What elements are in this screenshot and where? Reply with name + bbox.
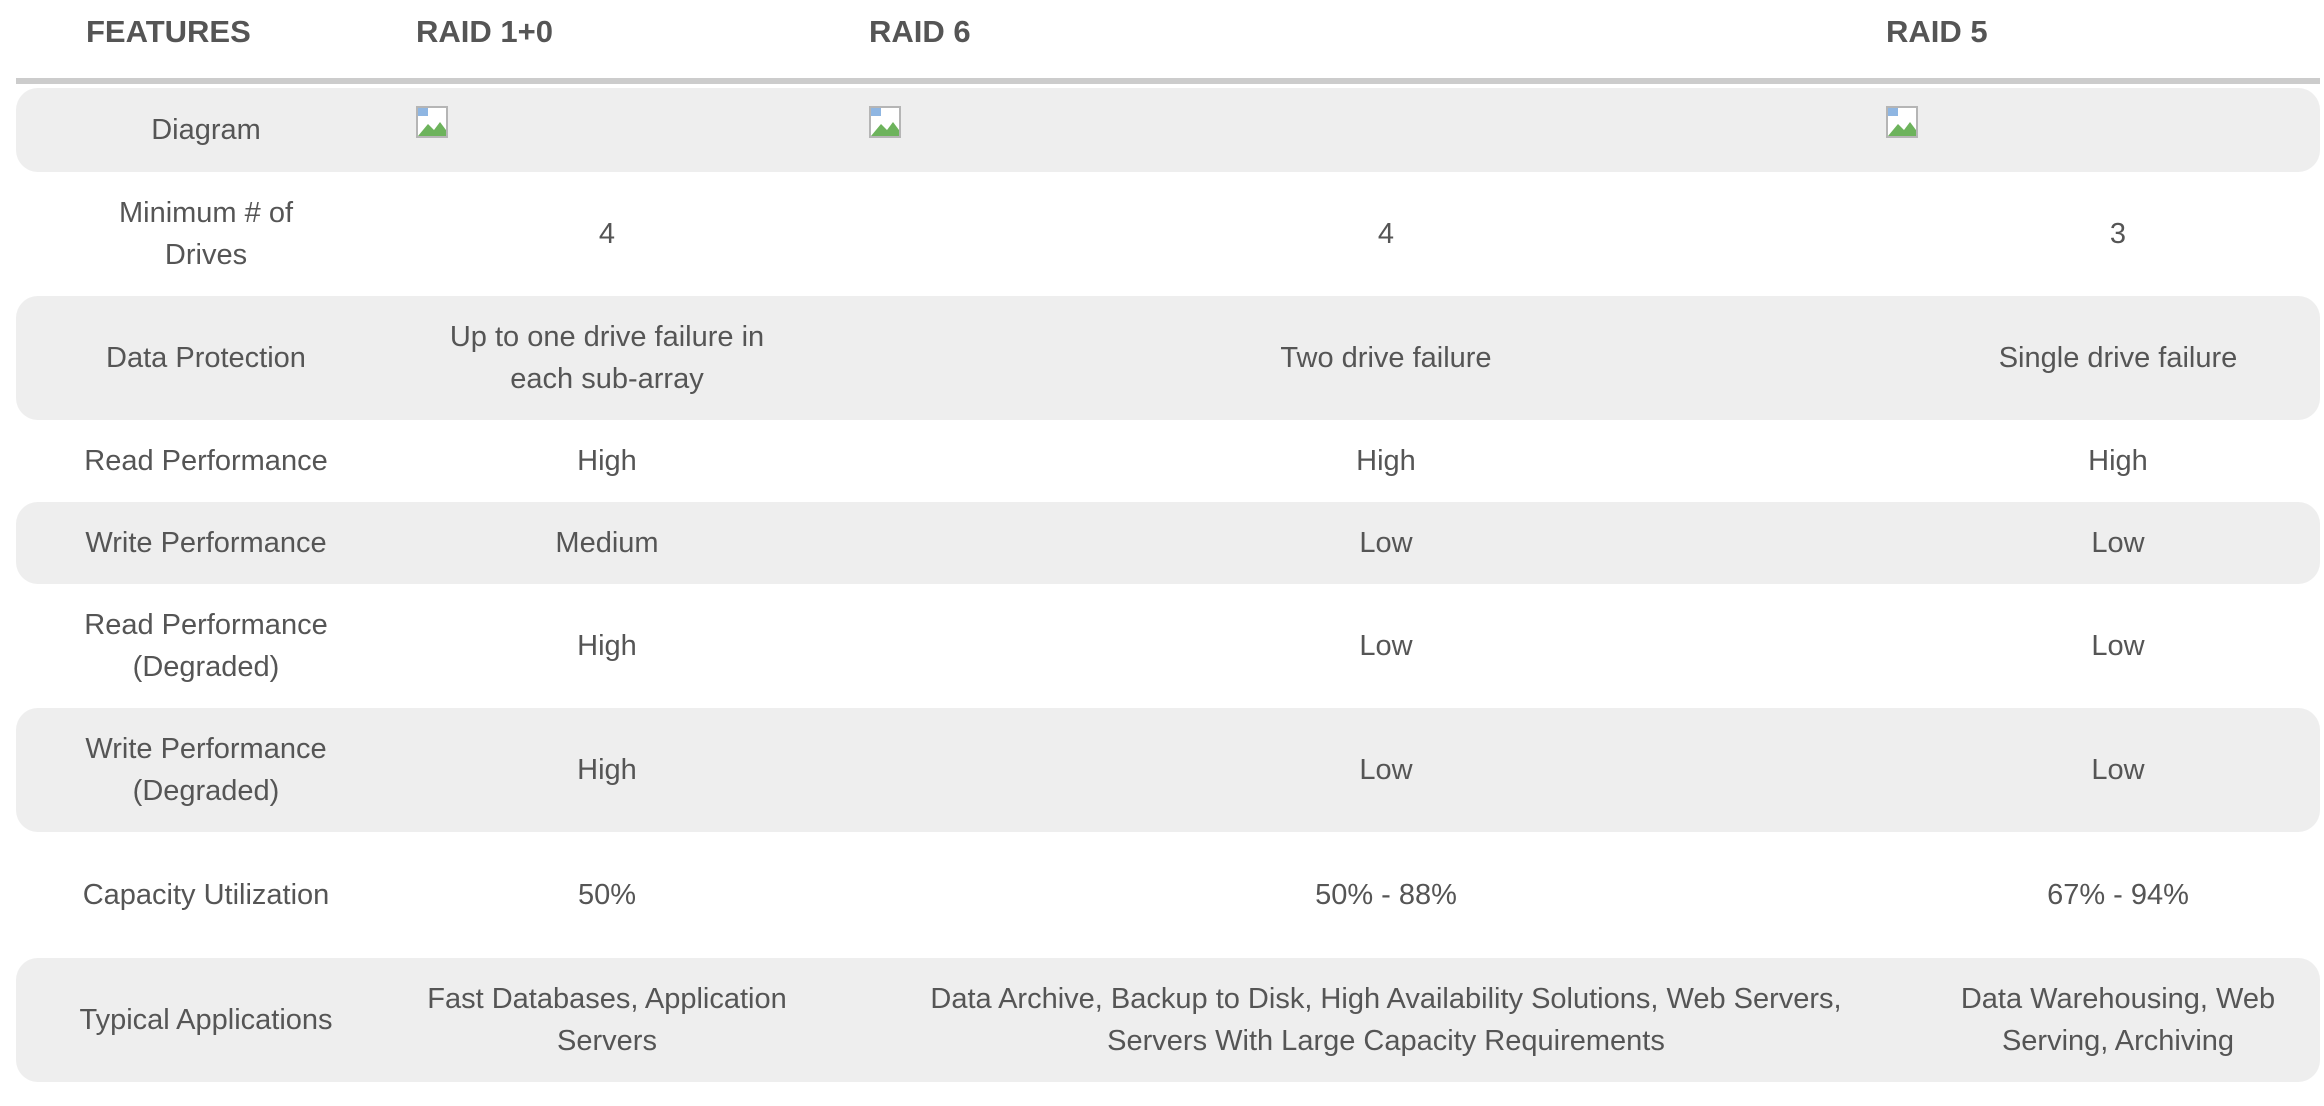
header-features: FEATURES	[86, 14, 251, 49]
raid5-value: High	[2088, 445, 2148, 477]
feature-label: Capacity Utilization	[82, 879, 330, 911]
raid10-value: Fast Databases, Application Servers	[427, 983, 787, 1057]
raid6-value: Low	[1359, 527, 1413, 559]
broken-image-icon	[416, 106, 448, 138]
raid6-value: Low	[1359, 754, 1413, 786]
raid6-value: Data Archive, Backup to Disk, High Availability Solutions, Web Servers, Servers With Large Capacity Requirements	[930, 983, 1842, 1057]
raid6-value: 4	[1377, 218, 1395, 250]
table-row	[16, 958, 2320, 1082]
raid-comparison-table	[16, 0, 2320, 1082]
table-row	[16, 832, 2320, 958]
table-row	[16, 584, 2320, 708]
table-header	[16, 0, 2320, 84]
raid10-value: 50%	[577, 879, 637, 911]
feature-label: Minimum # of Drives	[118, 197, 294, 271]
raid5-value: Data Warehousing, Web Serving, Archiving	[1960, 983, 2276, 1057]
feature-label: Read Performance (Degraded)	[84, 609, 328, 683]
raid10-value: 4	[598, 218, 616, 250]
raid5-value: Single drive failure	[1998, 342, 2238, 374]
broken-image-icon	[1886, 106, 1918, 138]
table-row	[16, 708, 2320, 832]
feature-label: Diagram	[151, 114, 261, 146]
raid5-value: Low	[2091, 630, 2145, 662]
raid5-value: 3	[2109, 218, 2127, 250]
raid6-value: 50% - 88%	[1315, 879, 1457, 911]
feature-label: Data Protection	[106, 342, 306, 374]
feature-label: Write Performance (Degraded)	[85, 733, 327, 807]
feature-label: Read Performance	[84, 445, 328, 477]
table-row-diagram	[16, 88, 2320, 172]
table-row	[16, 502, 2320, 584]
header-raid10: RAID 1+0	[416, 14, 553, 49]
raid6-value: Two drive failure	[1280, 342, 1492, 374]
raid5-value: Low	[2091, 527, 2145, 559]
feature-label: Typical Applications	[79, 1004, 333, 1036]
broken-image-icon	[869, 106, 901, 138]
raid5-value: Low	[2091, 754, 2145, 786]
raid10-value: High	[577, 630, 637, 662]
raid6-value: Low	[1359, 630, 1413, 662]
raid10-value: Up to one drive failure in each sub-array	[449, 321, 765, 395]
raid5-value: 67% - 94%	[2047, 879, 2189, 911]
header-raid6: RAID 6	[869, 14, 971, 49]
raid10-value: High	[577, 445, 637, 477]
table-row	[16, 296, 2320, 420]
raid6-value: High	[1356, 445, 1416, 477]
raid10-value: High	[577, 754, 637, 786]
table-row	[16, 172, 2320, 296]
header-raid5: RAID 5	[1886, 14, 1988, 49]
table-row	[16, 420, 2320, 502]
feature-label: Write Performance	[85, 527, 327, 559]
raid10-value: Medium	[555, 527, 659, 559]
